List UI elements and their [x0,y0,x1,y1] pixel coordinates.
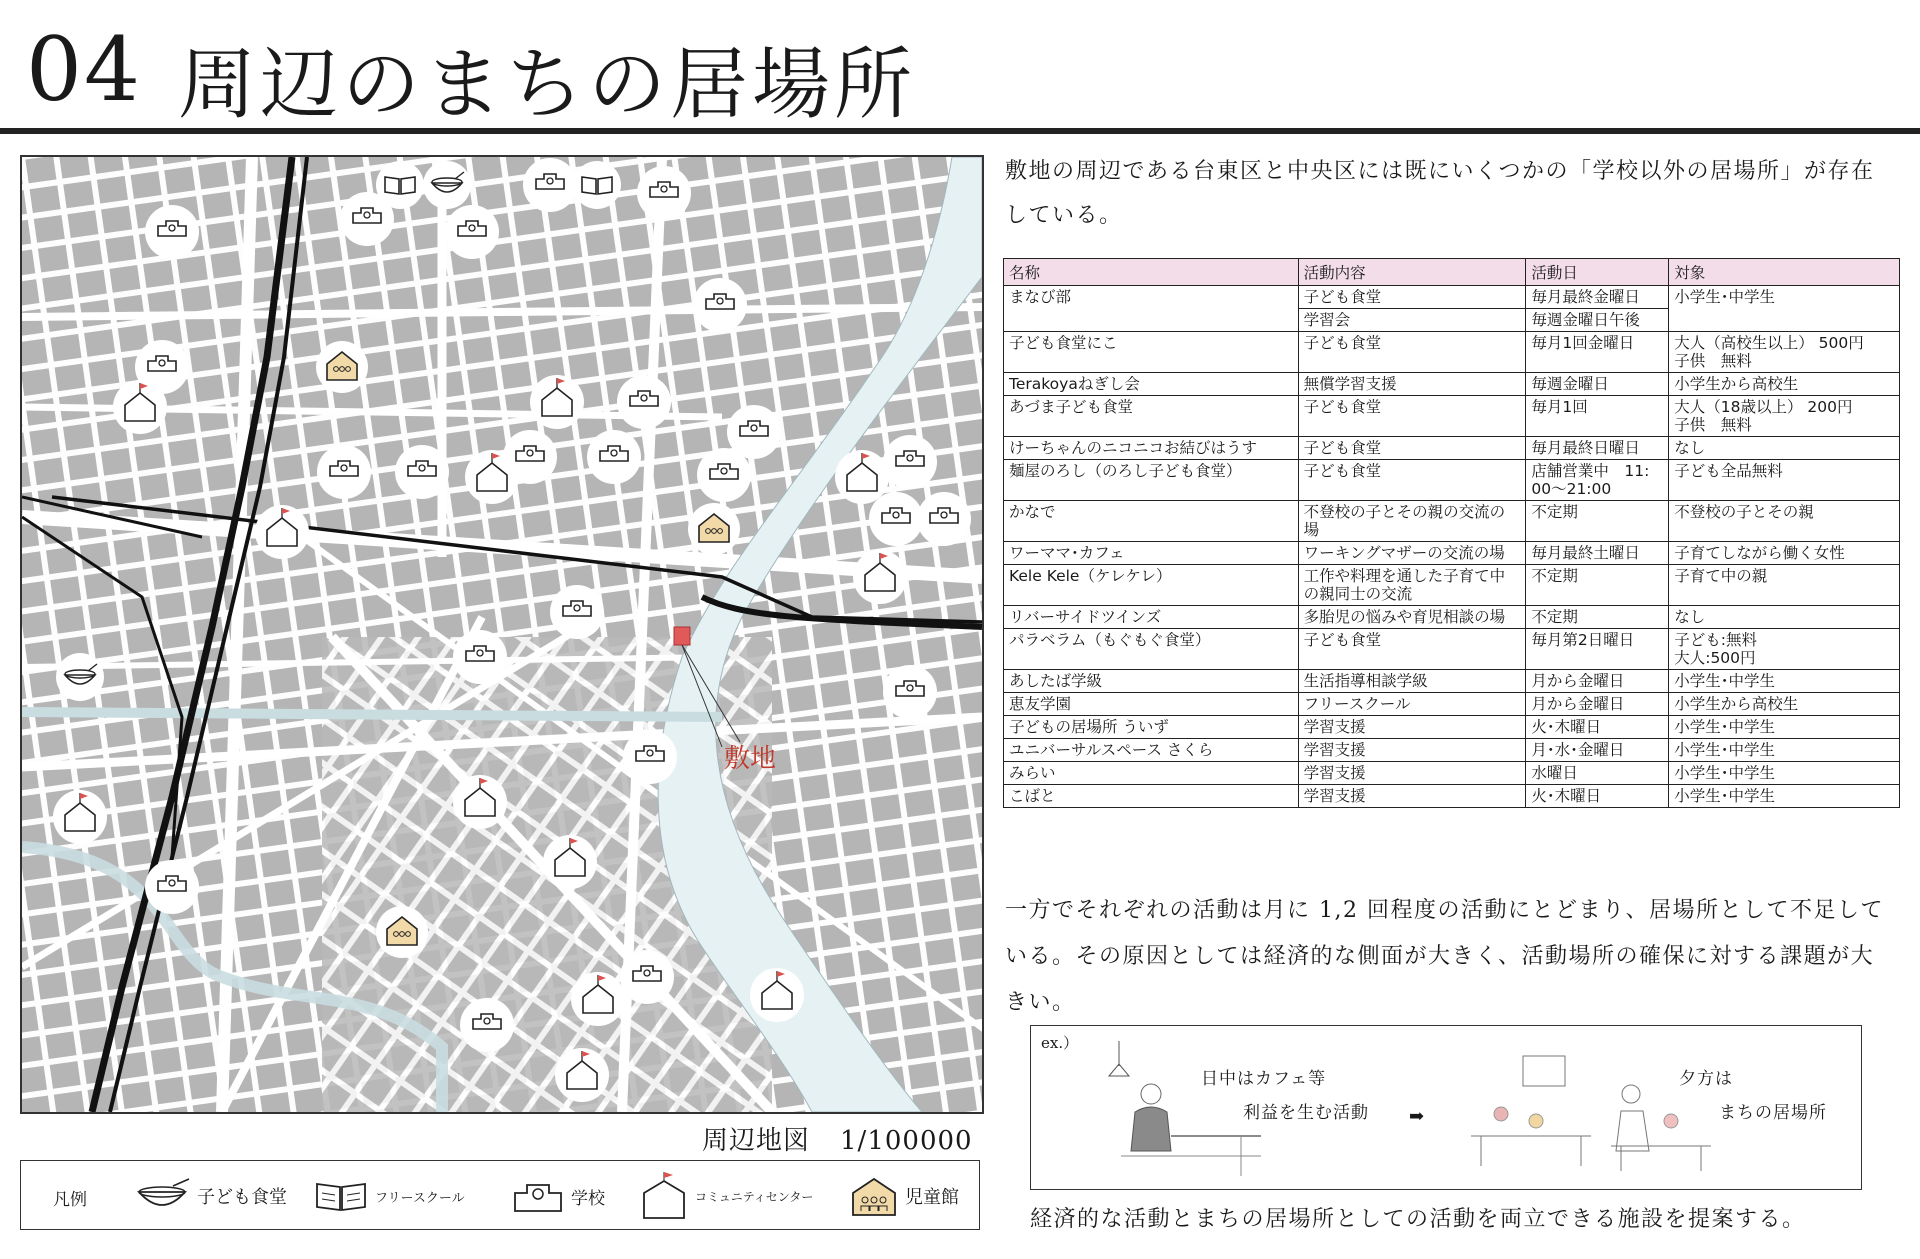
legend-item-community-center [639,1171,813,1221]
table-cell: 生活指導相談学級 [1298,670,1526,693]
table-cell: 月･水･金曜日 [1526,739,1669,762]
table-cell: 子ども食堂 [1298,437,1526,460]
conclusion-text: 経済的な活動とまちの居場所としての活動を両立できる施設を提案する。 [1030,1207,1806,1232]
legend-item-free-school [313,1171,465,1221]
map-legend [20,1160,980,1230]
table-cell: ワーママ･カフェ [1004,542,1299,565]
example-evening-line2: まちの居場所 [1719,1103,1827,1123]
table-cell: 恵友学園 [1004,693,1299,716]
table-cell: 子ども:無料 大人:500円 [1669,629,1900,670]
table-cell: 不登校の子とその親の交流の場 [1298,501,1526,542]
table-cell: 子ども食堂 [1298,286,1526,309]
school-icon [511,1177,565,1215]
intro-text: 敷地の周辺である台東区と中央区には既にいくつかの「学校以外の居場所」が存在している。 [1005,159,1875,228]
table-row [1004,606,1900,629]
column-header: 活動内容 [1298,259,1526,286]
table-cell: 子ども食堂 [1298,629,1526,670]
table-cell: 不定期 [1526,606,1669,629]
table-cell: 小学生から高校生 [1669,373,1900,396]
table-cell: 小学生･中学生 [1669,670,1900,693]
table-row [1004,286,1900,309]
table-cell: 月から金曜日 [1526,693,1669,716]
legend-label: フリースクール [375,1190,465,1206]
table-row [1004,565,1900,606]
table-cell: 大人（18歳以上） 200円 子供 無料 [1669,396,1900,437]
table-row [1004,629,1900,670]
table-cell: 小学生から高校生 [1669,693,1900,716]
map-caption-title: 周辺地図 [702,1126,811,1156]
table-row [1004,670,1900,693]
table-row [1004,739,1900,762]
table-cell: 子どもの居場所 ういず [1004,716,1299,739]
table-cell: みらい [1004,762,1299,785]
table-cell: あしたば学級 [1004,670,1299,693]
section-number: 04 [26,18,142,121]
table-cell: 大人（高校生以上） 500円 子供 無料 [1669,332,1900,373]
site-label: 敷地 [724,744,777,774]
legend-title: 凡例 [53,1190,87,1210]
table-cell: 毎週金曜日 [1526,373,1669,396]
page-header [0,0,1920,134]
example-daytime-line2: 利益を生む活動 [1243,1103,1369,1123]
map-canvas [22,157,982,1112]
area-map[interactable] [20,155,984,1114]
table-row [1004,373,1900,396]
table-row [1004,309,1900,332]
table-cell: けーちゃんのニコニコお結びはうす [1004,437,1299,460]
table-cell: 店舗営業中 11: 00～21:00 [1526,460,1669,501]
table-cell: 毎週金曜日午後 [1526,309,1669,332]
book-icon [313,1178,369,1214]
table-row [1004,542,1900,565]
map-caption [702,1120,973,1157]
table-cell: 小学生･中学生 [1669,716,1900,739]
table-cell: 小学生･中学生 [1669,286,1900,309]
table-cell: 学習支援 [1298,716,1526,739]
table-cell [1004,309,1299,332]
map-scale: 1/100000 [840,1126,973,1156]
table-row [1004,501,1900,542]
table-cell: 子ども食堂 [1298,332,1526,373]
table-cell: 月から金曜日 [1526,670,1669,693]
legend-item-childrens-hall [849,1171,959,1221]
table-row [1004,437,1900,460]
analysis-text: 一方でそれぞれの活動は月に 1,2 回程度の活動にとどまり、居場所として不足している。その原因としては経済的な側面が大きく、活動場所の確保に対する課題が大きい。 [1005,898,1884,1015]
community-center-icon [639,1171,689,1221]
example-daytime-line1: 日中はカフェ等 [1201,1069,1327,1089]
column-header: 名称 [1004,259,1299,286]
table-cell: 火･木曜日 [1526,716,1669,739]
legend-label: 学校 [571,1188,605,1209]
activities-table [1003,258,1900,808]
example-box [1030,1025,1862,1190]
table-cell: あづま子ども食堂 [1004,396,1299,437]
legend-item-kodomo-shokudo [133,1171,287,1221]
example-evening-line1: 夕方は [1679,1069,1733,1089]
table-cell: フリースクール [1298,693,1526,716]
table-cell: かなで [1004,501,1299,542]
table-cell: 毎月最終金曜日 [1526,286,1669,309]
table-row [1004,762,1900,785]
table-cell: 毎月第2日曜日 [1526,629,1669,670]
table-cell: 学習支援 [1298,762,1526,785]
table-cell: 子育てしながら働く女性 [1669,542,1900,565]
table-cell: 小学生･中学生 [1669,785,1900,808]
table-row [1004,693,1900,716]
table-cell [1669,309,1900,332]
column-header: 対象 [1669,259,1900,286]
table-cell: 毎月1回金曜日 [1526,332,1669,373]
table-cell: こばと [1004,785,1299,808]
table-cell: 子ども食堂にこ [1004,332,1299,373]
table-cell: なし [1669,606,1900,629]
legend-item-school [511,1171,605,1221]
table-cell: 子ども全品無料 [1669,460,1900,501]
table-cell: 麺屋のろし（のろし子ども食堂） [1004,460,1299,501]
table-cell: 子育て中の親 [1669,565,1900,606]
page-title: 周辺のまちの居場所 [178,40,917,130]
table-row [1004,460,1900,501]
table-cell: ユニバーサルスペース さくら [1004,739,1299,762]
table-row [1004,396,1900,437]
table-header-row [1004,259,1900,286]
table-cell: 学習支援 [1298,785,1526,808]
table-cell: 無償学習支援 [1298,373,1526,396]
table-cell: 子ども食堂 [1298,396,1526,437]
column-header: 活動日 [1526,259,1669,286]
table-cell: なし [1669,437,1900,460]
table-cell: パラベラム（もぐもぐ食堂） [1004,629,1299,670]
table-cell: Terakoyaねぎし会 [1004,373,1299,396]
table-cell: 毎月最終日曜日 [1526,437,1669,460]
table-cell: 小学生･中学生 [1669,762,1900,785]
table-row [1004,332,1900,373]
site-marker[interactable] [674,627,690,645]
table-cell: 学習支援 [1298,739,1526,762]
table-cell: リバーサイドツインズ [1004,606,1299,629]
table-cell: 不定期 [1526,501,1669,542]
table-cell: 水曜日 [1526,762,1669,785]
table-cell: まなび部 [1004,286,1299,309]
table-cell: 学習会 [1298,309,1526,332]
table-row [1004,785,1900,808]
table-cell: Kele Kele（ケレケレ） [1004,565,1299,606]
example-label: ex.） [1041,1034,1079,1052]
table-row [1004,716,1900,739]
table-cell: 毎月最終土曜日 [1526,542,1669,565]
bowl-icon [133,1176,191,1216]
legend-label: 子ども食堂 [197,1187,287,1208]
table-cell: 火･木曜日 [1526,785,1669,808]
legend-label: 児童館 [905,1187,959,1208]
table-cell: 多胎児の悩みや育児相談の場 [1298,606,1526,629]
legend-label: コミュニティセンター [695,1189,814,1204]
table-cell: 工作や料理を通した子育て中の親同士の交流 [1298,565,1526,606]
table-cell: 毎月1回 [1526,396,1669,437]
table-cell: ワーキングマザーの交流の場 [1298,542,1526,565]
table-cell: 小学生･中学生 [1669,739,1900,762]
table-cell: 不定期 [1526,565,1669,606]
childrens-hall-icon [849,1175,899,1217]
table-cell: 不登校の子とその親 [1669,501,1900,542]
table-cell: 子ども食堂 [1298,460,1526,501]
arrow-right-icon: ➡ [1409,1106,1426,1127]
